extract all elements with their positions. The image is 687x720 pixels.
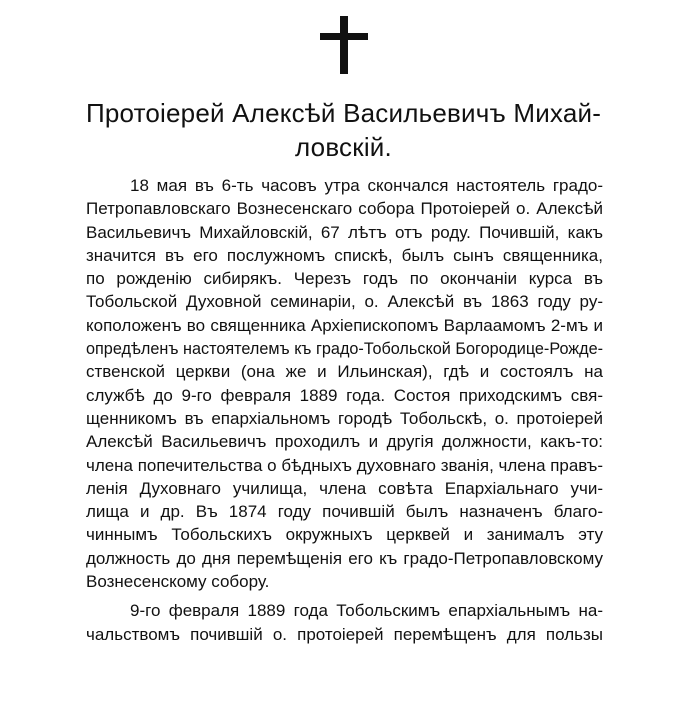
cross-vertical-bar [340,16,348,74]
text-line: службѣ до 9-го февраля 1889 года. Состоя приходскимъ свя- [86,385,603,405]
text-line: Вознесенскому собору. [86,572,270,592]
article-body [86,174,603,646]
text-line: опредѣленъ настоятелемъ къ градо-Тобольской Богородице-Рожде- [86,339,604,359]
text-line: щенникомъ въ епархіальномъ городѣ Тобольскѣ, о. протоіерей [86,408,603,428]
text-line: коположенъ во священника Архіепископомъ Варлаамомъ 2-мъ и [86,315,603,335]
text-line: чиннымъ Тобольскихъ окружныхъ церквей и занималъ эту [86,525,603,545]
title-line: Протоіерей Алексѣй Васильевичъ Михай- [85,98,602,128]
text-line: ственской церкви (она же и Ильинская), гдѣ и состоялъ на [86,362,603,382]
cross-horizontal-bar [320,33,368,40]
text-line: Петропавловскаго Вознесенскаго собора Протоіерей о. Алексѣй [86,199,603,219]
text-line: члена попечительства о бѣдныхъ духовнаго званія, члена правъ- [86,455,604,475]
text-line: Васильевичъ Михайловскій, 67 лѣтъ отъ роду. Почившій, какъ [86,222,603,242]
text-line: чальствомъ почившій о. протоіерей перемѣщенъ для пользы [86,624,603,644]
text-line: лища и др. Въ 1874 году почившій былъ назначенъ благо- [86,502,603,522]
paragraph [86,599,603,646]
text-line: должность до дня перемѣщенія его къ градо-Петропавловскому [86,548,603,568]
text-line: Тобольской Духовной семинаріи, о. Алексѣй въ 1863 году ру- [86,292,603,312]
text-line: 9-го февраля 1889 года Тобольскимъ епархіальнымъ на- [130,601,603,621]
text-line: значится въ его послужномъ спискѣ, былъ сынъ священника, [86,245,603,265]
text-line: 18 мая въ 6-ть часовъ утра скончался настоятель градо- [130,176,603,195]
orthodox-cross-icon [320,16,368,74]
text-line: по рожденію сибирякъ. Черезъ годъ по окончаніи курса въ [86,269,603,289]
paragraph [86,174,603,593]
text-line: ленія Духовнаго училища, члена совѣта Епархіальнаго учи- [86,478,603,498]
article-title [80,96,607,164]
text-line: Алексѣй Васильевичъ проходилъ и другія должности, какъ-то: [86,432,603,452]
title-line: ловскій. [295,132,392,162]
